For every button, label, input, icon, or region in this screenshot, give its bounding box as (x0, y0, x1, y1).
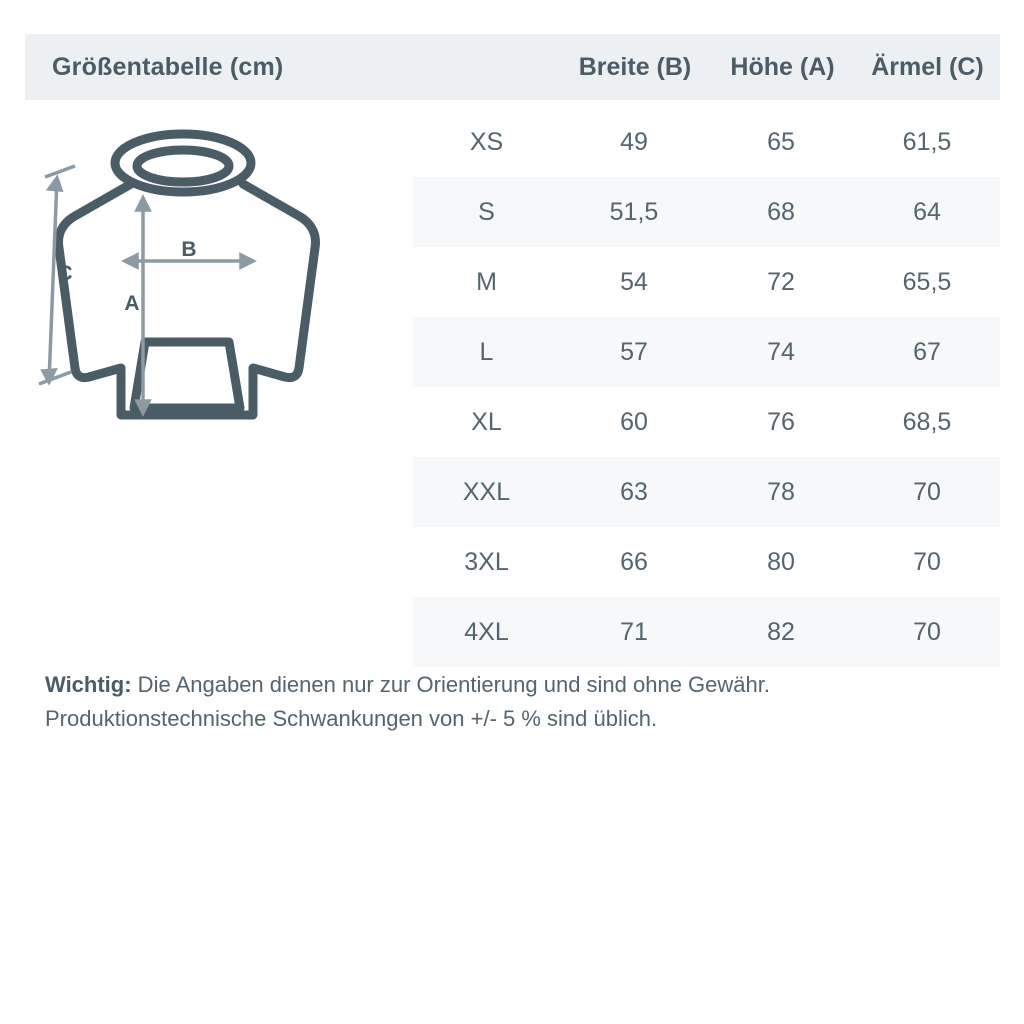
label-a: A (124, 292, 140, 315)
cell-breite: 71 (620, 617, 648, 646)
cell-aermel: 67 (913, 337, 941, 366)
cell-hoehe: 80 (767, 547, 795, 576)
label-c: C (57, 262, 73, 285)
cell-aermel: 68,5 (902, 407, 952, 436)
cell-breite: 63 (620, 477, 648, 506)
cell-hoehe: 76 (767, 407, 795, 436)
table-row (413, 177, 1000, 247)
hoodie-diagram (35, 120, 410, 450)
cell-hoehe: 65 (767, 127, 795, 156)
table-row (413, 597, 1000, 667)
page-title: Größentabelle (cm) (52, 52, 284, 81)
cell-breite: 57 (620, 337, 648, 366)
cell-size: 3XL (464, 547, 509, 576)
cell-size: XL (471, 407, 502, 436)
table-header (25, 34, 1000, 100)
cell-breite: 49 (620, 127, 648, 156)
cell-breite: 51,5 (609, 197, 659, 226)
measure-guides (39, 166, 253, 413)
label-b: B (181, 238, 197, 261)
disclaimer-note (45, 668, 985, 736)
header-col-size (415, 53, 560, 82)
cell-aermel: 65,5 (902, 267, 952, 296)
cell-size: XXL (462, 477, 511, 506)
cell-hoehe: 82 (767, 617, 795, 646)
cell-breite: 54 (620, 267, 648, 296)
cell-size: S (478, 197, 495, 226)
disclaimer-label: Wichtig: (45, 672, 132, 697)
cell-hoehe: 72 (767, 267, 795, 296)
header-col-aermel: Ärmel (C) (871, 52, 984, 81)
cell-breite: 66 (620, 547, 648, 576)
hoodie-pocket (134, 342, 240, 408)
table-row (413, 527, 1000, 597)
header-col-hoehe: Höhe (A) (730, 52, 835, 81)
cell-hoehe: 78 (767, 477, 795, 506)
cell-breite: 60 (620, 407, 648, 436)
cell-aermel: 70 (913, 617, 941, 646)
size-table (413, 107, 1000, 667)
cell-size: XS (469, 127, 504, 156)
cell-size: L (479, 337, 494, 366)
cell-hoehe: 74 (767, 337, 795, 366)
header-col-breite: Breite (B) (578, 52, 692, 81)
cell-size: M (476, 267, 497, 296)
disclaimer-text: Die Angaben dienen nur zur Orientierung und sind ohne Gewähr. Produktionstechnische Schwankungen von +/- 5 % sind üblich. (45, 672, 770, 731)
cell-hoehe: 68 (767, 197, 795, 226)
cell-aermel: 70 (913, 547, 941, 576)
cell-size: 4XL (464, 617, 509, 646)
table-row (413, 457, 1000, 527)
header-columns (415, 53, 1000, 82)
cell-aermel: 70 (913, 477, 941, 506)
table-row (413, 107, 1000, 177)
table-row (413, 317, 1000, 387)
cell-aermel: 64 (913, 197, 941, 226)
cell-aermel: 61,5 (902, 127, 952, 156)
table-row (413, 247, 1000, 317)
hoodie-outline (59, 134, 316, 415)
table-row (413, 387, 1000, 457)
